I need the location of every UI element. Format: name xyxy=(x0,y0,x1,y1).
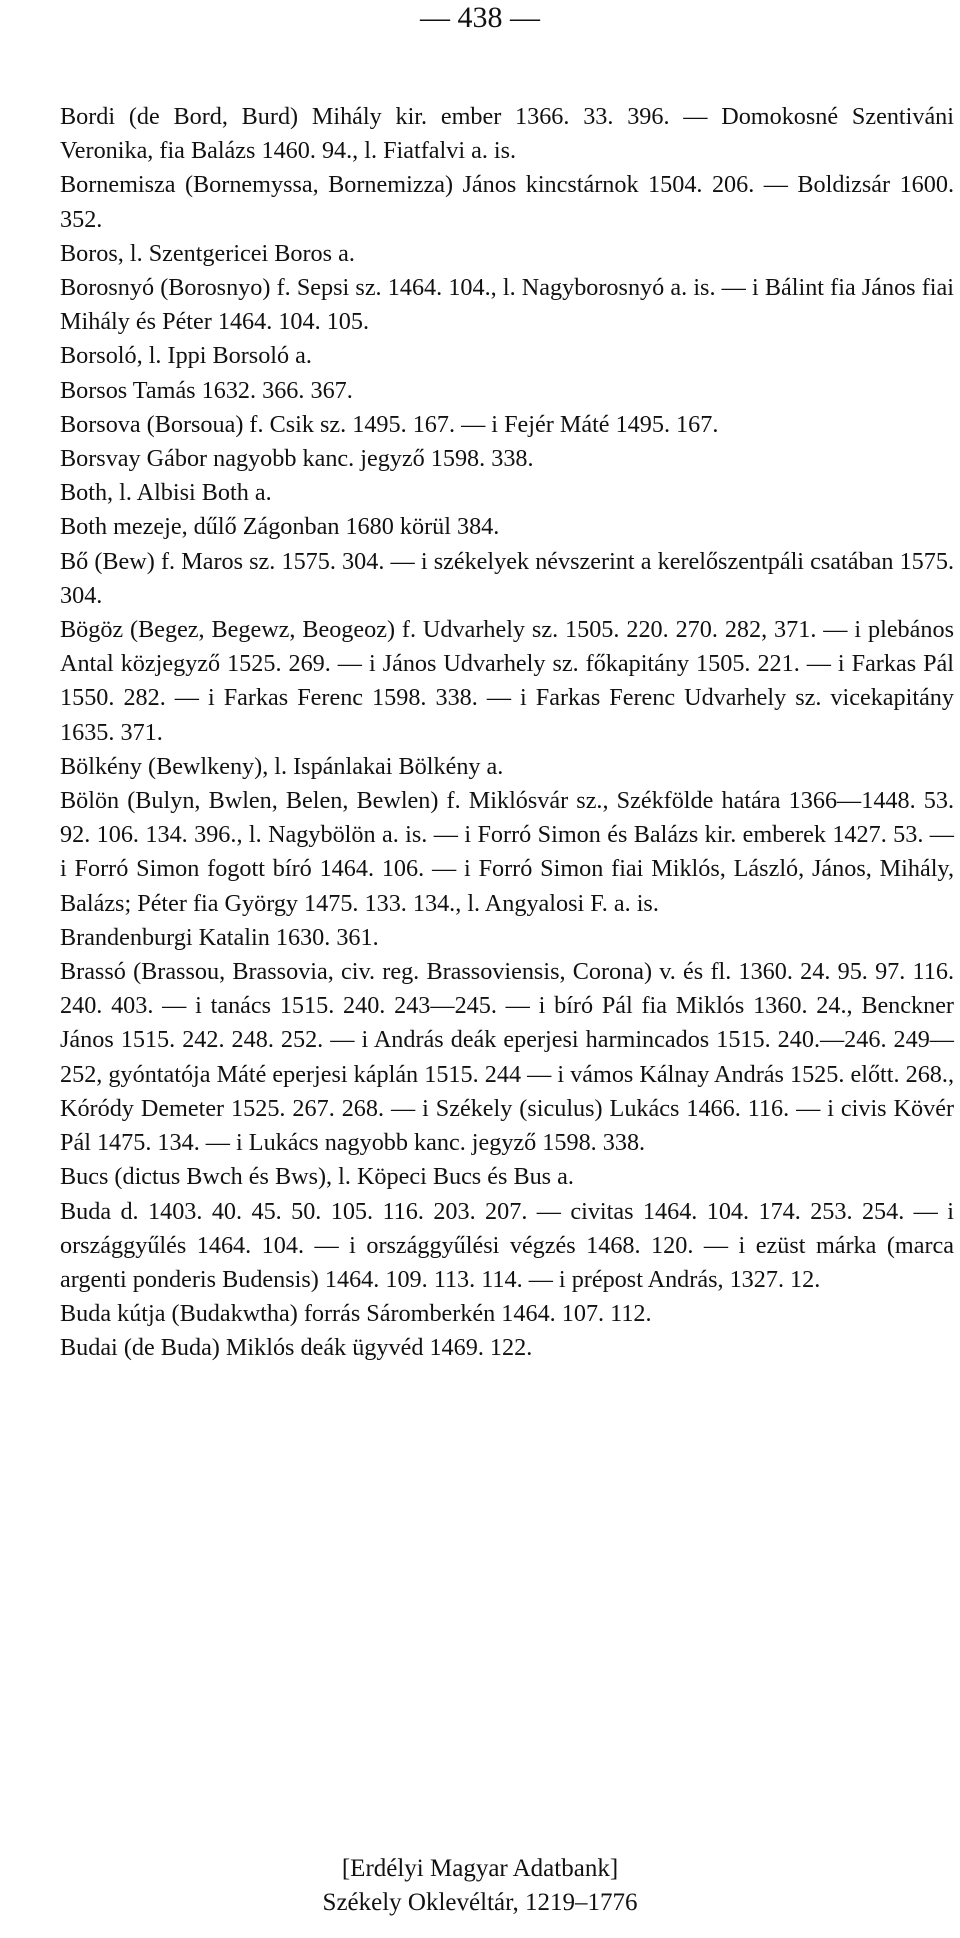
index-entry-buda: Buda d. 1403. 40. 45. 50. 105. 116. 203. 207. — civitas 1464. 104. 174. 253. 254. — i országgyűlés 1464. 104. — i országgyűlési végzés 1468. 120. — i ezüst márka (marca argenti ponderis Budensis) 1464. 109. 113. 114. — i prépost András, 1327. 12. xyxy=(60,1197,954,1293)
index-entry-borsos: Borsos Tamás 1632. 366. 367. xyxy=(60,376,353,404)
index-entry-bogoz: Bögöz (Begez, Begewz, Beogeoz) f. Udvarhely sz. 1505. 220. 270. 282, 371. — i plebános Antal közjegyző 1525. 269. — i János Udvarhely sz. főkapitány 1505. 221. — i Farkas Pál 1550. 282. — i Farkas Ferenc 1598. 338. — i Farkas Ferenc Udvarhely sz. vicekapitány 1635. 371. xyxy=(60,616,954,746)
index-entry-both: Both, l. Albisi Both a. xyxy=(60,479,272,507)
index-entry-borosnyo: Borosnyó (Borosnyo) f. Sepsi sz. 1464. 104., l. Nagyborosnyó a. is. — i Bálint fia János fiai Mihály és Péter 1464. 104. 105. xyxy=(60,274,954,336)
index-entry-bolon: Bölön (Bulyn, Bwlen, Belen, Bewlen) f. Miklósvár sz., Székfölde határa 1366—1448. 53. 92. 106. 134. 396., l. Nagybölön a. is. — i Forró Simon és Balázs kir. emberek 1427. 53. — i Forró Simon fogott bíró 1464. 106. — i Forró Simon fiai Miklós, László, János, Mihály, Balázs; Péter fia György 1475. 133. 134., l. Angyalosi F. a. is. xyxy=(60,787,954,917)
index-entry-borsolo: Borsoló, l. Ippi Borsoló a. xyxy=(60,342,312,370)
index-entry-brandenburgi: Brandenburgi Katalin 1630. 361. xyxy=(60,923,379,951)
index-entry-both-mezeje: Both mezeje, dűlő Zágonban 1680 körül 384. xyxy=(60,513,500,541)
page-number: — 438 — xyxy=(420,1,540,34)
index-entry-bornemisza: Bornemisza (Bornemyssa, Bornemizza) János kincstárnok 1504. 206. — Boldizsár 1600. 352. xyxy=(60,171,954,233)
index-entry-bolkeny: Bölkény (Bewlkeny), l. Ispánlakai Bölkény a. xyxy=(60,752,504,780)
index-entry-brasso: Brassó (Brassou, Brassovia, civ. reg. Brassoviensis, Corona) v. és fl. 1360. 24. 95. 97. 116. 240. 403. — i tanács 1515. 240. 243—245. — i bíró Pál fia Miklós 1360. 24., Benckner János 1515. 242. 248. 252. — i András deák eperjesi harmincados 1515. 240.—246. 249—252, gyóntatója Máté eperjesi káplán 1515. 244 — i vámos Kálnay András 1525. előtt. 268., Kóródy Demeter 1525. 267. 268. — i Székely (siculus) Lukács 1466. 116. — i civis Kövér Pál 1475. 134. — i Lukács nagyobb kanc. jegyző 1598. 338. xyxy=(60,958,954,1157)
footer-title: Székely Oklevéltár, 1219–1776 xyxy=(322,1889,638,1916)
index-entry-bordi: Bordi (de Bord, Burd) Mihály kir. ember 1366. 33. 396. — Domokosné Szentiváni Veronika, fia Balázs 1460. 94., l. Fiatfalvi a. is. xyxy=(60,103,954,165)
index-entry-bucs: Bucs (dictus Bwch és Bws), l. Köpeci Bucs és Bus a. xyxy=(60,1163,574,1191)
index-entry-buda-kutja: Buda kútja (Budakwtha) forrás Sáromberkén 1464. 107. 112. xyxy=(60,1300,652,1328)
index-entry-borsova: Borsova (Borsoua) f. Csik sz. 1495. 167. — i Fejér Máté 1495. 167. xyxy=(60,410,719,438)
index-entry-borsvay: Borsvay Gábor nagyobb kanc. jegyző 1598. 338. xyxy=(60,445,534,473)
index-entries xyxy=(60,100,954,1366)
index-entry-bo: Bő (Bew) f. Maros sz. 1575. 304. — i székelyek névszerint a kerelőszentpáli csatában 1575. 304. xyxy=(60,547,954,609)
index-entry-boros: Boros, l. Szentgericei Boros a. xyxy=(60,239,355,267)
footer-source: [Erdélyi Magyar Adatbank] xyxy=(341,1855,619,1882)
footer xyxy=(0,1852,960,1920)
index-entry-budai: Budai (de Buda) Miklós deák ügyvéd 1469. 122. xyxy=(60,1334,533,1362)
